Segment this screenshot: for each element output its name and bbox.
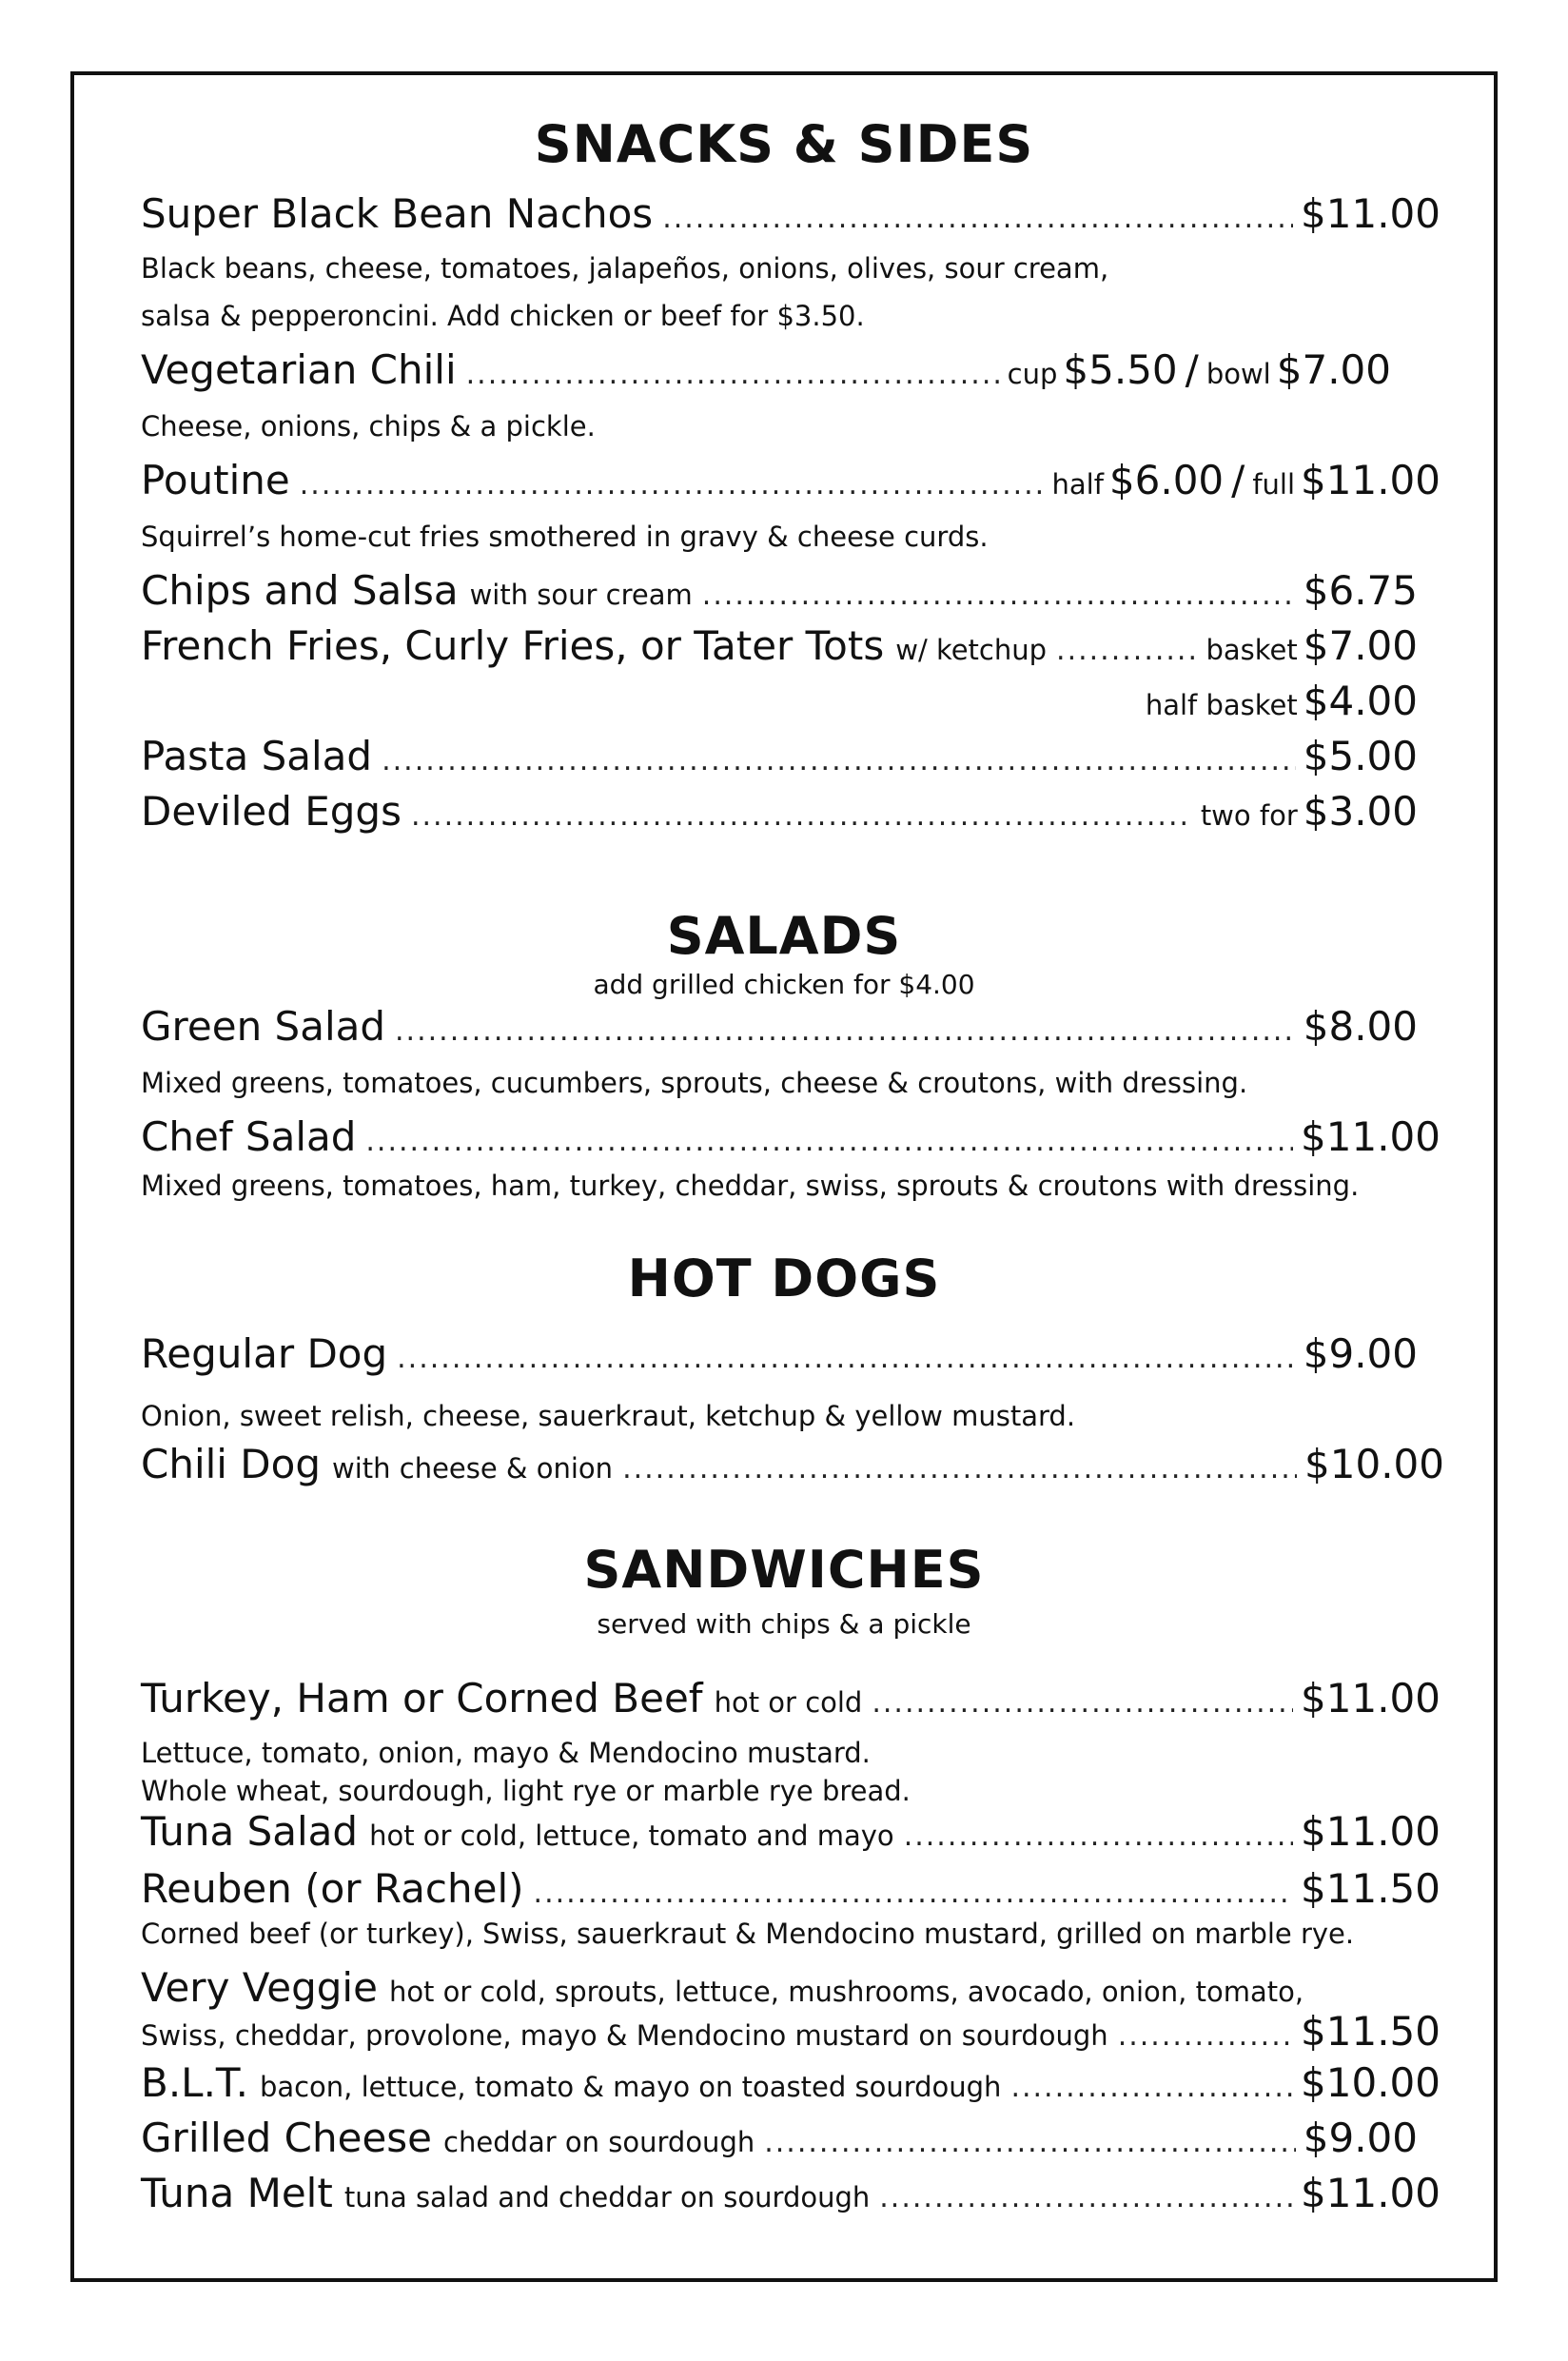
item-name: Tuna Melt [141,2170,333,2216]
section-title-sandwiches: SANDWICHES [583,1540,985,1600]
item-name: Chili Dog [141,1441,321,1487]
menu-item-tuna-salad [141,1808,1441,1858]
item-name: Grilled Cheese [141,2115,433,2161]
item-price: $3.00 [1303,788,1418,835]
item-price: $7.00 [1276,346,1391,393]
price-unit: half basket [1145,689,1298,721]
item-price: $11.00 [1301,190,1441,237]
menu-item-chili-dog [141,1441,1444,1490]
item-note: hot or cold, lettuce, tomato and mayo [369,1820,894,1852]
item-note: bacon, lettuce, tomato & mayo on toasted sourdough [259,2071,1002,2103]
price-unit: two for [1200,799,1298,832]
item-price: $9.00 [1303,1330,1418,1377]
menu-item-vegetarian-chili [141,346,1391,396]
menu-item-reuben [141,1865,1441,1915]
dot-leader [872,1686,1293,1720]
menu-item-regular-dog [141,1330,1418,1380]
dot-leader [1010,2071,1293,2104]
item-name: French Fries, Curly Fries, or Tater Tots [141,622,885,669]
item-name: Tuna Salad [141,1808,359,1855]
menu-item-very-veggie [141,1964,1441,2014]
menu-item-chef-salad [141,1113,1441,1163]
item-note: hot or cold, sprouts, lettuce, mushrooms, avocado, onion, tomato, [388,1976,1304,2008]
menu-item-green-salad [141,1003,1418,1053]
item-description: Corned beef (or turkey), Swiss, sauerkraut & Mendocino mustard, grilled on marble rye. [141,1918,1355,1950]
item-price: $11.00 [1301,1113,1441,1160]
item-description: salsa & pepperoncini. Add chicken or beef for $3.50. [141,300,865,332]
item-price: $11.00 [1301,2170,1441,2216]
dot-leader [764,2126,1296,2159]
dot-leader [382,744,1296,777]
item-price: $11.00 [1301,1808,1441,1855]
item-description: Mixed greens, tomatoes, cucumbers, sprouts, cheese & croutons, with dressing. [141,1067,1248,1099]
dot-leader [622,1452,1297,1485]
item-name: Chips and Salsa [141,567,459,614]
menu-item-blt [141,2059,1441,2109]
item-name: Vegetarian Chili [141,346,457,393]
item-note: hot or cold [714,1686,863,1719]
menu-item-poutine [141,457,1441,506]
item-note: with sour cream [469,579,693,611]
price-separator: / [1185,346,1199,393]
price-unit: cup [1007,358,1058,390]
item-description: Cheese, onions, chips & a pickle. [141,410,596,443]
price-separator: / [1231,457,1245,503]
dot-leader [365,1125,1293,1158]
price-unit: basket [1205,634,1298,666]
item-name: Pasta Salad [141,733,373,779]
dot-leader [300,468,1045,502]
item-name: Chef Salad [141,1113,357,1160]
dot-leader [411,799,1193,833]
dot-leader [466,358,1000,391]
item-price: $8.00 [1303,1003,1418,1050]
dot-leader [904,1820,1293,1853]
section-title-hotdogs: HOT DOGS [627,1249,941,1308]
item-description: Mixed greens, tomatoes, ham, turkey, cheddar, swiss, sprouts & croutons with dressing. [141,1170,1360,1202]
menu-item-chips-salsa [141,567,1418,617]
menu-item-fries-half-basket [1146,678,1418,727]
item-description: Lettuce, tomato, onion, mayo & Mendocino mustard. [141,1737,871,1769]
price-unit: half [1051,468,1104,501]
item-description: Black beans, cheese, tomatoes, jalapeños, onions, olives, sour cream, [141,252,1109,285]
dot-leader [879,2181,1293,2214]
menu-item-tuna-melt [141,2170,1441,2219]
item-price: $7.00 [1303,622,1418,669]
item-price: $11.50 [1301,1865,1441,1912]
item-price: $9.00 [1303,2115,1418,2161]
dot-leader [662,202,1293,235]
item-name: Super Black Bean Nachos [141,190,654,237]
item-price: $6.00 [1108,457,1225,503]
item-description: Whole wheat, sourdough, light rye or marble rye bread. [141,1775,911,1807]
item-price: $11.00 [1301,1675,1441,1722]
item-name: Very Veggie [141,1964,378,2011]
dot-leader [534,1877,1294,1910]
dot-leader [1056,634,1198,667]
item-price: $5.50 [1063,346,1178,393]
item-name: Reuben (or Rachel) [141,1865,524,1912]
item-note: Swiss, cheddar, provolone, mayo & Mendocino mustard on sourdough [141,2019,1108,2052]
item-name: Poutine [141,457,290,503]
item-name: Turkey, Ham or Corned Beef [141,1675,703,1722]
menu-item-turkey-ham-corned-beef [141,1675,1441,1724]
section-title-salads: SALADS [666,906,902,966]
item-description: Onion, sweet relish, cheese, sauerkraut, ketchup & yellow mustard. [141,1400,1076,1432]
section-subtitle-salads: add grilled chicken for $4.00 [593,969,975,1000]
item-name: Green Salad [141,1003,386,1050]
dot-leader [395,1014,1296,1048]
item-note: with cheese & onion [332,1452,614,1485]
item-name: Deviled Eggs [141,788,402,835]
dot-leader [397,1342,1296,1375]
item-price: $11.50 [1301,2008,1441,2055]
item-name: B.L.T. [141,2059,248,2106]
section-subtitle-sandwiches: served with chips & a pickle [597,1608,971,1640]
item-note: tuna salad and cheddar on sourdough [343,2181,871,2213]
dot-leader [1118,2019,1293,2053]
menu-item-very-veggie-cont [141,2008,1441,2057]
menu-item-pasta-salad [141,733,1418,782]
menu-item-fries [141,622,1418,672]
price-unit: full [1252,468,1296,501]
menu-item-deviled-eggs [141,788,1418,837]
item-note: cheddar on sourdough [443,2126,755,2158]
item-note: w/ ketchup [895,634,1048,666]
item-price: $5.00 [1303,733,1418,779]
dot-leader [702,579,1296,612]
item-price: $10.00 [1304,1441,1444,1487]
section-title-snacks: SNACKS & SIDES [534,114,1034,174]
item-price: $4.00 [1303,678,1418,724]
menu-item-nachos [141,190,1441,240]
item-name: Regular Dog [141,1330,388,1377]
item-price: $6.75 [1303,567,1418,614]
menu-item-grilled-cheese [141,2115,1418,2164]
item-price: $10.00 [1301,2059,1441,2106]
item-price: $11.00 [1301,457,1441,503]
price-unit: bowl [1205,358,1271,390]
item-description: Squirrel’s home-cut fries smothered in gravy & cheese curds. [141,521,989,553]
